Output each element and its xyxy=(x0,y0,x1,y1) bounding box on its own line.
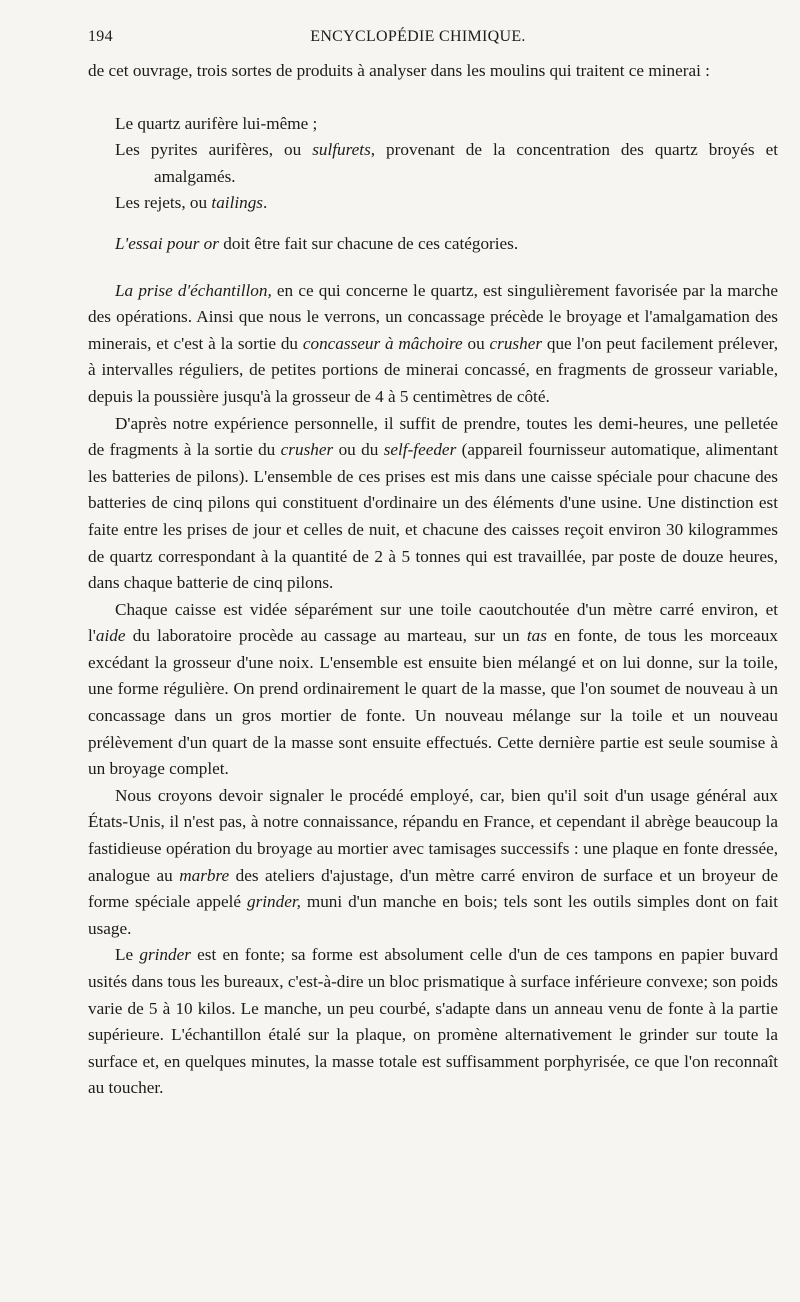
paragraph-procede: Nous croyons devoir signaler le procédé employé, car, bien qu'il soit d'un usage général aux États-Unis, il n'est pas, à notre connaissance, répandu en France, et cependant il abrège beaucoup la fastidieuse opération du broyage au mortier avec tamisages successifs : une plaque en fonte dressée, analogue au marbre des ateliers d'ajustage, d'un mètre carré environ de surface et un broyeur de forme spéciale appelé grinder, muni d'un manche en bois; tels sont les outils simples dont on fait usage. xyxy=(88,785,779,938)
running-title: ENCYCLOPÉDIE CHIMIQUE. xyxy=(310,28,526,45)
paragraph-caisse: Chaque caisse est vidée séparément sur une toile caoutchoutée d'un mètre carré environ, et l'aide du laboratoire procède au cassage au marteau, sur un tas en fonte, de tous les morceaux excédant la grosseur d'une noix. L'ensemble est ensuite bien mélangé et on lui donne, sur la toile, une forme régulière. On prend ordinairement le quart de la masse, que l'on soumet de nouveau à un concassage dans un gros mortier de fonte. Un nouveau mélange sur la toile et un nouveau prélèvement d'un quart de la masse sont ensuite effectués. Cette dernière partie est seule soumise à un broyage complet. xyxy=(88,599,778,779)
list-item-quartz: Le quartz aurifère lui-même ; xyxy=(115,113,318,133)
page-body xyxy=(88,58,778,1102)
list-item-tailings: Les rejets, ou tailings. xyxy=(115,193,268,213)
paragraph-grinder: Le grinder est en fonte; sa forme est absolument celle d'un de ces tampons en papier buvard usités dans tous les bureaux, c'est-à-dire un bloc prismatique à surface inférieure convexe; son poids varie de 5 à 10 kilos. Le manche, un peu courbé, s'adapte dans un anneau venu de fonte à la partie supérieure. L'échantillon étalé sur la plaque, on promène alternativement le grinder sur toute la surface et, en quelques minutes, la masse totale est suffisamment porphyrisée, ce que l'on reconnaît au toucher. xyxy=(88,945,778,1098)
product-list xyxy=(88,111,778,217)
page-header xyxy=(88,28,748,52)
paragraph-experience: D'après notre expérience personnelle, il suffit de prendre, toutes les demi-heures, une pelletée de fragments à la sortie du crusher ou du self-feeder (appareil fournisseur automatique, alimentant les batteries de pilons). L'ensemble de ces prises est mis dans une caisse spéciale pour chacune des batteries de cinq pilons qui constituent d'ordinaire un des éléments d'une usine. Une distinction est faite entre les prises de jour et celles de nuit, et chacune des caisses reçoit environ 30 kilogrammes de quartz correspondant à la quantité de 2 à 5 tonnes qui est travaillée, par poste de douze heures, dans chaque batterie de cinq pilons. xyxy=(88,413,778,593)
page-number: 194 xyxy=(88,28,113,45)
list-item-pyrites: Les pyrites aurifères, ou sulfurets, provenant de la concentration des quartz broyés et amalgamés. xyxy=(115,140,778,186)
paragraph-essai: L'essai pour or doit être fait sur chacune de ces catégories. xyxy=(115,233,519,253)
intro-paragraph: de cet ouvrage, trois sortes de produits à analyser dans les moulins qui traitent ce minerai : xyxy=(88,61,710,80)
paragraph-prise-echantillon: La prise d'échantillon, en ce qui concerne le quartz, est singulièrement favorisée par la marche des opérations. Ainsi que nous le verrons, un concassage précède le broyage et l'amalgamation des minerais, et c'est à la sortie du concasseur à mâchoire ou crusher que l'on peut facilement prélever, à intervalles réguliers, de petites portions de minerai concassé, en fragments de grosseur variable, depuis la poussière jusqu'à la grosseur de 4 à 5 centimètres de côté. xyxy=(88,280,779,406)
